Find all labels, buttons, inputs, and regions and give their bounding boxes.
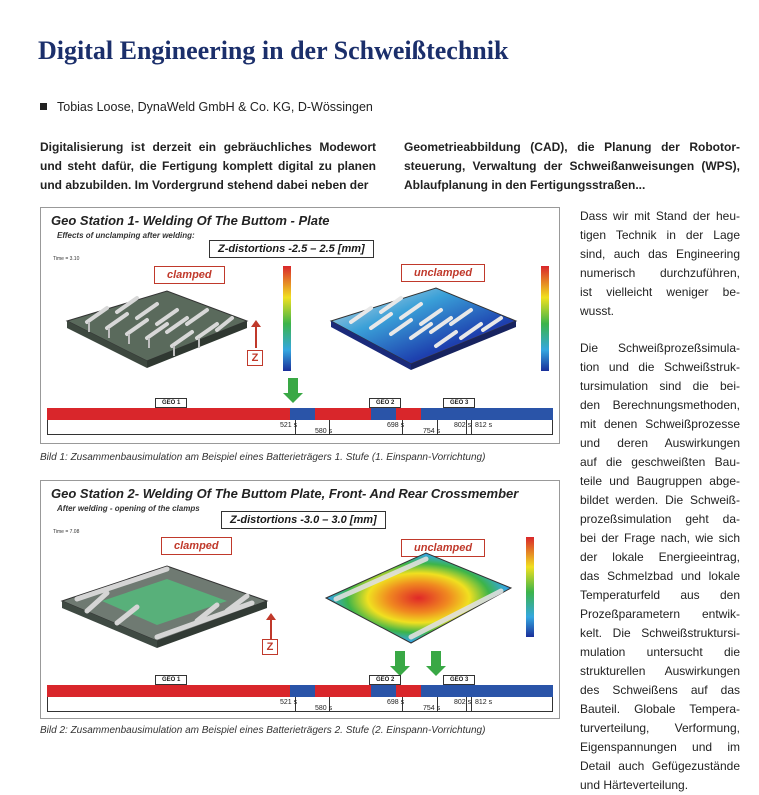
z-axis-arrow-icon <box>270 619 272 639</box>
body-line: tion und die Schweißstruk- <box>580 360 740 374</box>
geo-label: GEO 2 <box>369 675 401 685</box>
color-scale-right <box>526 537 534 637</box>
body-line: numerisch durchzuführen, <box>580 266 740 280</box>
timeline-tick <box>47 697 48 711</box>
intro-line: Geometrieabbildung (CAD), die Planung der Robotor- <box>404 140 740 154</box>
body-column <box>580 207 740 795</box>
sim-time-label: Time = 7.08 <box>53 529 80 535</box>
body-line: tursimulation sind die bei- <box>580 379 740 393</box>
z-axis-label: Z <box>247 350 263 366</box>
geo-label: GEO 3 <box>443 398 475 408</box>
geo-label: GEO 1 <box>155 398 187 408</box>
timeline-time: 521 s <box>280 422 298 429</box>
body-line: auf die geschweißten Bau- <box>580 455 740 469</box>
unclamped-label: unclamped <box>401 539 485 557</box>
timeline-segment <box>47 408 290 420</box>
author-name: Tobias Loose, DynaWeld GmbH & Co. KG, D-Wössingen <box>57 100 373 114</box>
process-timeline <box>47 675 553 715</box>
timeline-time: 802 s <box>454 422 472 429</box>
timeline-time: 812 s <box>475 699 493 706</box>
clamped-model-render <box>47 541 277 651</box>
body-line: sind, auch das Engineering <box>580 247 740 261</box>
timeline-tick <box>552 697 553 711</box>
timeline-time: 802 s <box>454 699 472 706</box>
intro-line: und steht dafür, die Fertigung komplett digital zu planen <box>40 159 376 173</box>
body-line: kelt. Die Schweißstruktursi- <box>580 626 740 640</box>
figure-subtitle: Effects of unclamping after welding: <box>57 231 195 240</box>
figure-title: Geo Station 1- Welding Of The Buttom - Plate <box>51 213 330 228</box>
body-line: strukturellen Auswirkungen <box>580 664 740 678</box>
timeline-time: 521 s <box>280 699 298 706</box>
timeline-segment <box>421 408 553 420</box>
figure-1-caption: Bild 1: Zusammenbausimulation am Beispiel eines Batterieträgers 1. Stufe (1. Einspann-Vorrichtung) <box>40 452 486 463</box>
unclamped-model-render <box>311 266 536 371</box>
intro-line: steuerung, Verwaltung der Schweißanweisungen (WPS), <box>404 159 740 173</box>
timeline-time: 580 s <box>315 705 333 712</box>
z-distortion-range: Z-distortions -2.5 – 2.5 [mm] <box>209 240 374 258</box>
body-line: mit denen Schweißprozesse <box>580 417 740 431</box>
timeline-segment <box>396 408 421 420</box>
unclamped-label: unclamped <box>401 264 485 282</box>
timeline-time: 580 s <box>315 428 333 435</box>
body-line: bei der Frage nach, wie sich <box>580 531 740 545</box>
timeline-tick <box>471 420 472 434</box>
timeline-tick <box>552 420 553 434</box>
body-line: ist vielleicht weniger be- <box>580 285 740 299</box>
process-timeline <box>47 398 553 438</box>
timeline-time: 754 s <box>423 428 441 435</box>
timeline-tick <box>47 420 48 434</box>
clamped-label: clamped <box>161 537 232 555</box>
geo-label: GEO 2 <box>369 398 401 408</box>
figure-2-caption: Bild 2: Zusammenbausimulation am Beispiel eines Batterieträgers 2. Stufe (2. Einspann-Vorrichtung) <box>40 725 486 736</box>
figure-title: Geo Station 2- Welding Of The Buttom Plate, Front- And Rear Crossmember <box>51 486 519 501</box>
body-line: Detail auch Gefügezustände <box>580 759 740 773</box>
body-line: und Härteverteilung. <box>580 778 689 792</box>
timeline-time: 812 s <box>475 422 493 429</box>
timeline-segment <box>421 685 553 697</box>
intro-line: und abzubilden. Im Vordergrund stehend dabei neben der <box>40 178 369 192</box>
timeline-bar <box>47 685 553 697</box>
timeline-segment <box>315 408 371 420</box>
body-line: des Schweißens auf das <box>580 683 740 697</box>
green-down-arrow-icon <box>288 378 298 394</box>
unclamped-model-render <box>316 533 516 653</box>
z-axis-label: Z <box>262 639 278 655</box>
z-axis-arrow-icon <box>255 326 257 348</box>
author-line <box>40 100 373 114</box>
intro-right-column <box>404 138 740 195</box>
green-down-arrow-icon <box>431 651 441 667</box>
geo-label: GEO 1 <box>155 675 187 685</box>
timeline-tick <box>471 697 472 711</box>
timeline-time: 754 s <box>423 705 441 712</box>
body-line: das Schmelzbad und lokale <box>580 569 740 583</box>
figure-2 <box>40 480 560 719</box>
figure-1 <box>40 207 560 444</box>
timeline-segment <box>47 685 290 697</box>
timeline-segment <box>315 685 371 697</box>
body-line: und deren Auswirkungen <box>580 436 740 450</box>
timeline-segment <box>371 685 396 697</box>
body-line: wusst. <box>580 304 615 318</box>
color-scale-left <box>283 266 291 371</box>
body-line: Eigenspannungen und im <box>580 740 740 754</box>
intro-line: Digitalisierung ist derzeit ein gebräuchliches Modewort <box>40 140 376 154</box>
body-line: den Berechnungsmethoden, <box>580 398 740 412</box>
figure-subtitle: After welding - opening of the clamps <box>57 504 200 513</box>
green-down-arrow-icon <box>395 651 405 667</box>
timeline-segment <box>396 685 421 697</box>
timeline-time: 698 s <box>387 422 405 429</box>
intro-left-column <box>40 138 376 195</box>
clamped-label: clamped <box>154 266 225 284</box>
bullet-square-icon <box>40 103 47 110</box>
body-line: der lokale Energieeintrag, <box>580 550 740 564</box>
sim-time-label: Time = 3.10 <box>53 256 80 262</box>
geo-label: GEO 3 <box>443 675 475 685</box>
timeline-time: 698 s <box>387 699 405 706</box>
body-line: turverteilung, Verformung, <box>580 721 740 735</box>
body-line: Die Schweißprozeßsimula- <box>580 341 740 355</box>
body-line: Bauteil. Globale Tempera- <box>580 702 740 716</box>
timeline-segment <box>290 685 315 697</box>
body-line: Prozeßparametern entwik- <box>580 607 740 621</box>
timeline-segment <box>290 408 315 420</box>
body-line: Temperaturfeld aus den <box>580 588 740 602</box>
body-line: teile und Baugruppen abge- <box>580 474 740 488</box>
intro-line: Ablaufplanung in den Fertigungsstraßen... <box>404 178 646 192</box>
body-line: bildet werden. Die Schweiß- <box>580 493 740 507</box>
color-scale-right <box>541 266 549 371</box>
body-line: tigen Technik in der Lage <box>580 228 740 242</box>
z-distortion-range: Z-distortions -3.0 – 3.0 [mm] <box>221 511 386 529</box>
timeline-segment <box>371 408 396 420</box>
body-line: Dass wir mit Stand der heu- <box>580 209 740 223</box>
paragraph-gap <box>580 321 740 339</box>
article-title: Digital Engineering in der Schweißtechnik <box>38 36 509 65</box>
clamped-model-render <box>47 266 262 371</box>
timeline-bar <box>47 408 553 420</box>
body-line: prozeßsimulation geht da- <box>580 512 740 526</box>
body-line: mulation untersucht die <box>580 645 740 659</box>
